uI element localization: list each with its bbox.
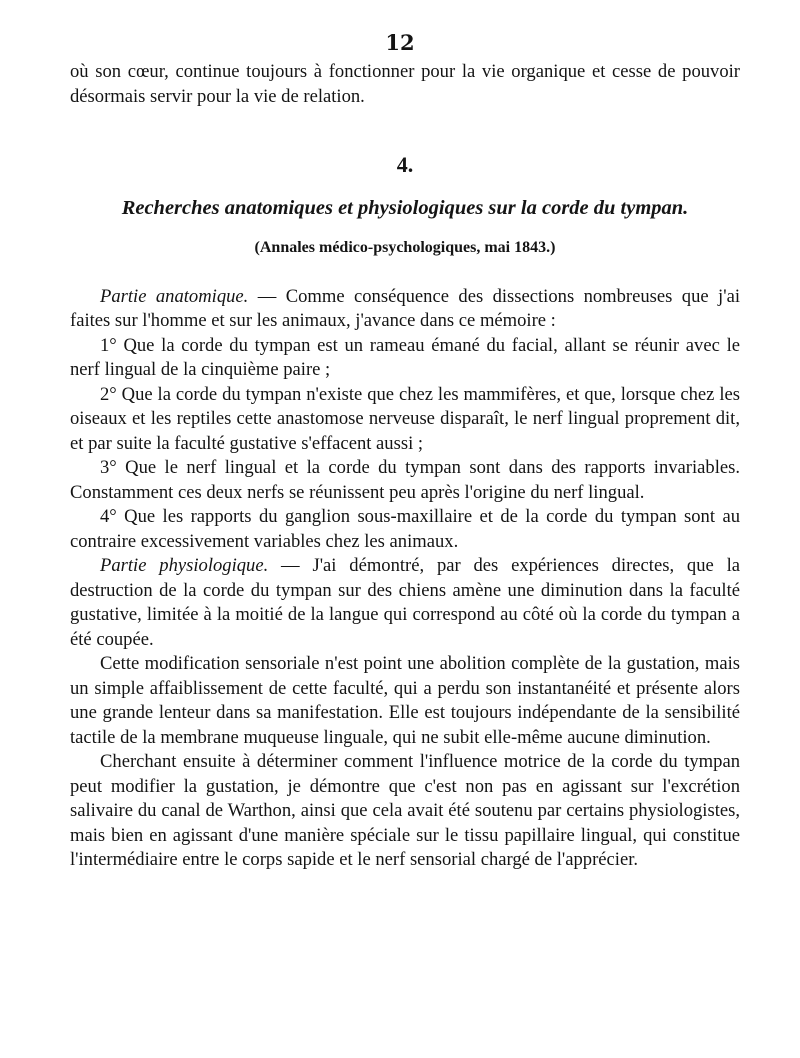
section-number: 4. (396, 152, 414, 177)
anatomique-point-3: 3° Que le nerf lingual et la corde du tympan sont dans des rapports invariables. Constamment ces deux nerfs se réunissent peu après l'origine du nerf lingual. (70, 457, 740, 503)
text-column (70, 60, 740, 873)
anatomique-label: Partie anatomique. (100, 285, 249, 307)
physiologique-label: Partie physiologique. (100, 555, 269, 576)
anatomique-point-1: 1° Que la corde du tympan est un rameau émané du facial, allant se réunir avec le nerf lingual de la cinquième paire ; (70, 334, 740, 380)
physiologique-intro-paragraph (70, 554, 740, 652)
anatomique-point-2: 2° Que la corde du tympan n'existe que chez les mammifères, et que, lorsque chez les oiseaux et les reptiles cette anastomose nerveuse disparaît, le nerf lingual proprement dit, et par suite la faculté gustative s'effacent aussi ; (70, 383, 740, 454)
page-number: 12 (385, 30, 415, 55)
physiologique-intro: — J'ai démontré, par des expériences directes, que la destruction de la corde du tympan sur des chiens amène une diminution dans la faculté gustative, limitée à la moitié de la langue qui correspond au côté où la corde du tympan a été coupée. (70, 555, 740, 650)
physiologique-paragraph-2: Cherchant ensuite à déterminer comment l'influence motrice de la corde du tympan peut modifier la gustation, je démontre que c'est non pas en agissant sur l'excrétion salivaire du canal de Warthon, ainsi que cela avait été soutenu par certains physiologistes, mais bien en agissant d'une manière spéciale sur le tissu papillaire lingual, qui constitue l'intermédiaire entre le corps sapide et le nerf sensorial chargé de l'apprécier. (70, 751, 740, 870)
section-source: (Annales médico-psychologiques, mai 1843.) (254, 239, 556, 256)
anatomique-point-4: 4° Que les rapports du ganglion sous-maxillaire et de la corde du tympan sont au contraire excessivement variables chez les animaux. (70, 506, 740, 552)
opening-paragraph: où son cœur, continue toujours à fonctionner pour la vie organique et cesse de pouvoir désormais servir pour la vie de relation. (70, 61, 740, 107)
anatomique-intro: — Comme conséquence des dissections nombreuses que j'ai faites sur l'homme et sur les animaux, j'avance dans ce mémoire : (70, 285, 740, 331)
anatomique-intro-paragraph (70, 285, 740, 334)
section-title: Recherches anatomiques et physiologiques sur la corde du tympan. (121, 196, 689, 219)
physiologique-paragraph-1: Cette modification sensoriale n'est point une abolition complète de la gustation, mais un simple affaiblissement de cette faculté, qui a perdu son instantanéité et présente alors une grande lenteur dans sa manifestation. Elle est toujours indépendante de la sensibilité tactile de la membrane muqueuse linguale, qui ne subit elle-même aucune diminution. (70, 653, 740, 748)
